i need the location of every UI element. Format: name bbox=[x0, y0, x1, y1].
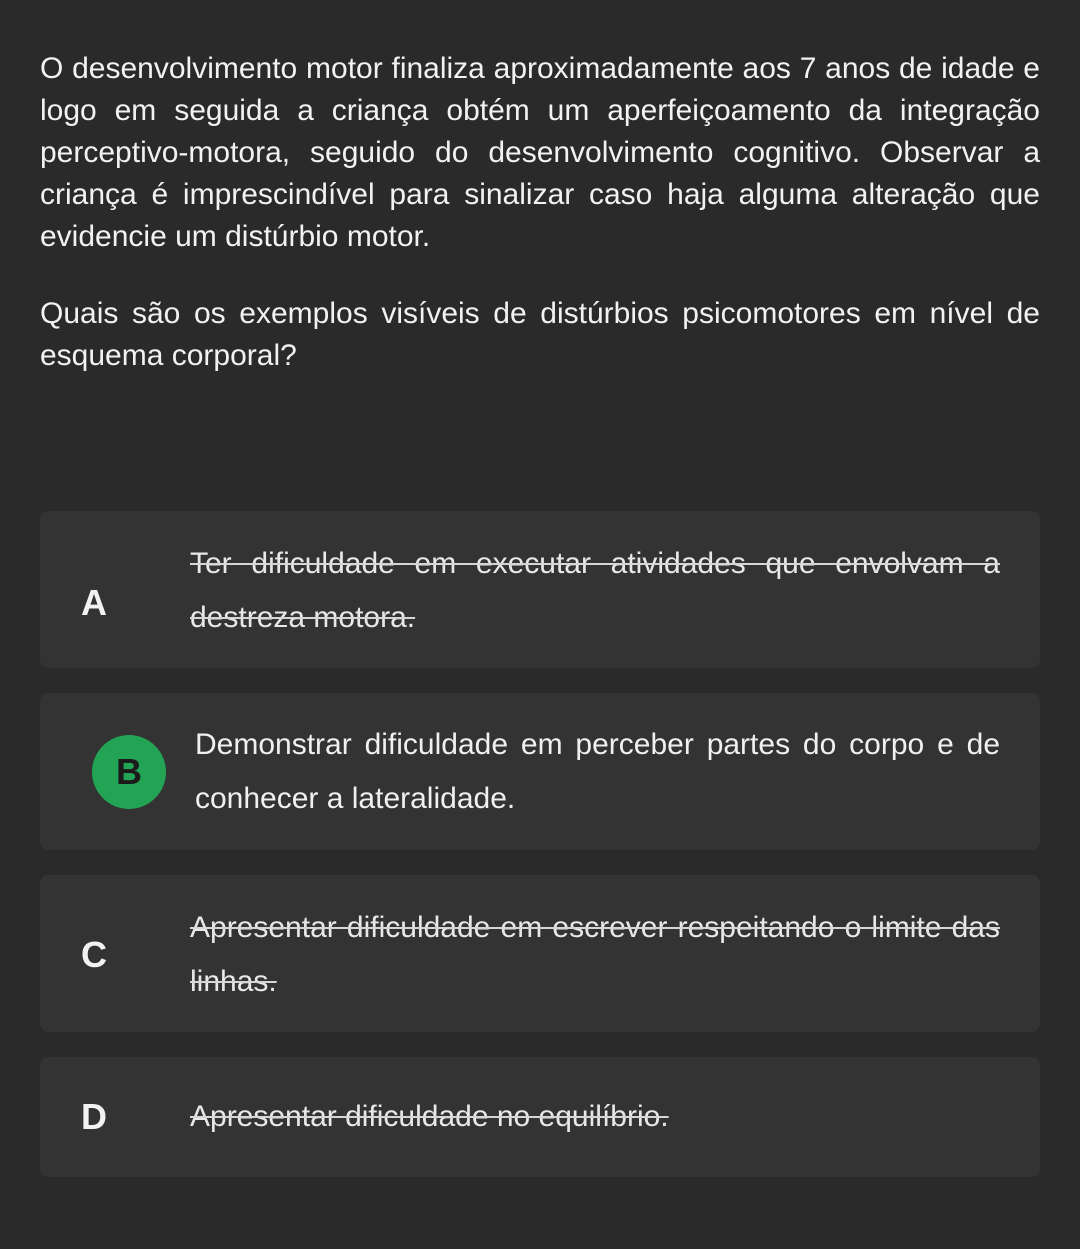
option-d-letter: D bbox=[81, 1096, 107, 1137]
question-context: O desenvolvimento motor finaliza aproximadamente aos 7 anos de idade e logo em seguida a criança obtém um aperfeiçoamento da integração perceptivo-motora, seguido do desenvolvimento cognitivo. Observar a criança é imprescindível para sinalizar caso haja alguma alteração que evidencie um distúrbio motor. bbox=[40, 52, 1040, 253]
question-prompt: Quais são os exemplos visíveis de distúrbios psicomotores em nível de esquema corporal? bbox=[40, 297, 1040, 372]
option-b-text: Demonstrar dificuldade em perceber partes do corpo e de conhecer a lateralidade. bbox=[195, 728, 1000, 815]
option-a[interactable] bbox=[40, 511, 1040, 668]
question-text bbox=[40, 48, 1040, 377]
option-b[interactable] bbox=[40, 693, 1040, 850]
option-a-letter: A bbox=[81, 582, 107, 623]
option-d[interactable] bbox=[40, 1057, 1040, 1177]
option-c-letter: C bbox=[81, 934, 107, 975]
option-d-text: Apresentar dificuldade no equilíbrio. bbox=[190, 1100, 669, 1133]
option-a-text: Ter dificuldade em executar atividades que envolvam a destreza motora. bbox=[190, 547, 1000, 634]
option-c[interactable] bbox=[40, 875, 1040, 1032]
option-c-text: Apresentar dificuldade em escrever respeitando o limite das linhas. bbox=[190, 911, 1000, 998]
option-b-selected-badge: B bbox=[92, 735, 166, 809]
